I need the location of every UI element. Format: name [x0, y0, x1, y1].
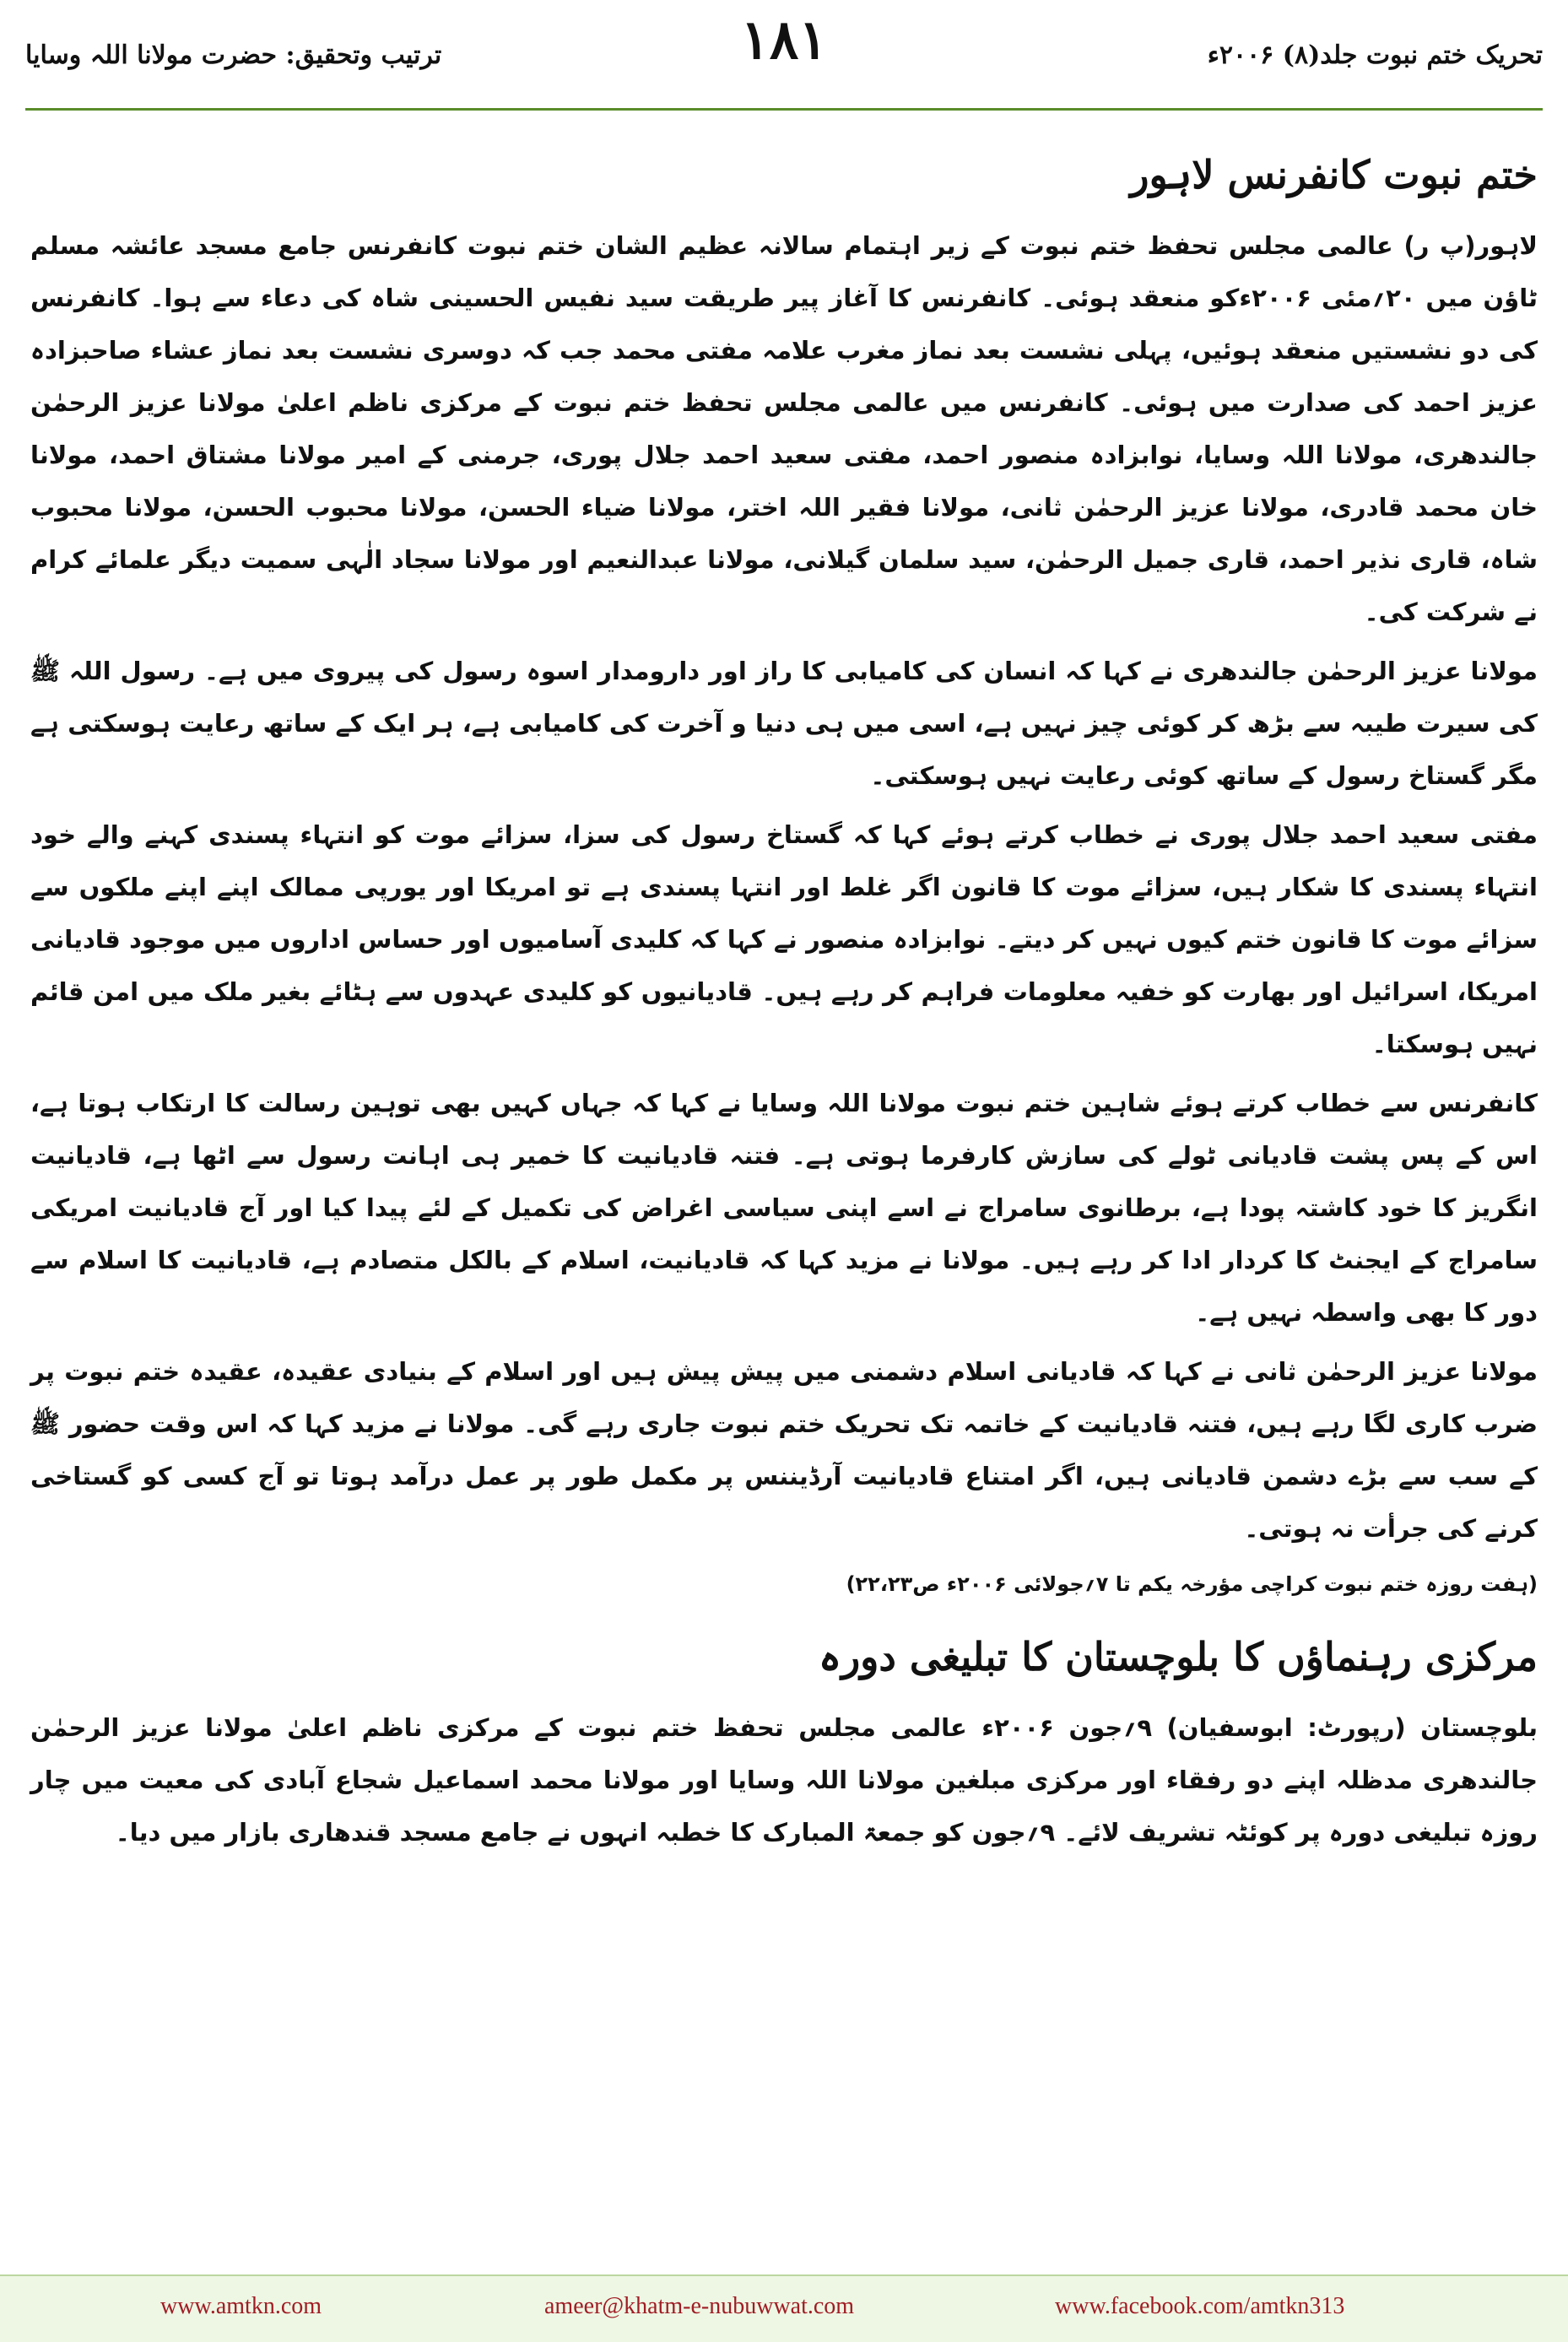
- header-journal-title: تحریک ختم نبوت جلد(۸) ۲۰۰۶ء: [1207, 41, 1543, 70]
- page-header: [0, 0, 1568, 127]
- header-divider: [25, 108, 1543, 111]
- header-compiler: ترتیب وتحقیق: حضرت مولانا اللہ وسایا: [25, 41, 442, 70]
- article-paragraph: بلوچستان (رپورٹ: ابوسفیان) ۹؍جون ۲۰۰۶ء عالمی مجلس تحفظ ختم نبوت کے مرکزی ناظم اعلیٰ مولانا عزیز الرحمٰن جالندھری مدظلہ اپنے دو رفقاء اور مرکزی مبلغین مولانا اللہ وسایا اور مولانا محمد اسماعیل شجاع آبادی کی معیت میں چار روزہ تبلیغی دورہ پر کوئٹہ تشریف لائے۔ ۹؍جون کو جمعۃ المبارک کا خطبہ انہوں نے جامع مسجد قندھاری بازار میں دیا۔: [30, 1713, 1538, 1847]
- footer-facebook-link[interactable]: www.facebook.com/amtkn313: [1055, 2293, 1345, 2319]
- article-paragraph: مولانا عزیز الرحمٰن جالندھری نے کہا کہ انسان کی کامیابی کا راز اور دارومدار اسوہ رسول کی پیروی میں ہے۔ رسول اللہ ﷺ کی سیرت طیبہ سے بڑھ کر کوئی چیز نہیں ہے، اسی میں ہی دنیا و آخرت کی کامیابی ہے، ہر ایک کے ساتھ رعایت ہوسکتی ہے مگر گستاخ رسول کے ساتھ کوئی رعایت نہیں ہوسکتی۔: [30, 657, 1538, 790]
- article-heading: ختم نبوت کانفرنس لاہور: [1130, 152, 1538, 197]
- article-heading: مرکزی رہنماؤں کا بلوچستان کا تبلیغی دورہ: [818, 1634, 1538, 1679]
- article-paragraph: مولانا عزیز الرحمٰن ثانی نے کہا کہ قادیانی اسلام دشمنی میں پیش پیش ہیں اور اسلام کے بنیادی عقیدہ، عقیدہ ختم نبوت پر ضرب کاری لگا رہے ہیں، فتنہ قادیانیت کے خاتمہ تک تحریک ختم نبوت جاری رہے گی۔ مولانا نے مزید کہا کہ اس وقت حضور ﷺ کے سب سے بڑے دشمن قادیانی ہیں، اگر امتناع قادیانیت آرڈیننس پر مکمل طور پر عمل درآمد ہوتا تو آج کسی کو گستاخی کرنے کی جرأت نہ ہوتی۔: [30, 1357, 1538, 1543]
- page-footer: [0, 2274, 1568, 2342]
- article-source-citation: (ہفت روزہ ختم نبوت کراچی مؤرخہ یکم تا ۷؍جولائی ۲۰۰۶ء ص۲۲،۲۳): [846, 1572, 1538, 1596]
- footer-website-link[interactable]: www.amtkn.com: [160, 2293, 322, 2319]
- article-paragraph: مفتی سعید احمد جلال پوری نے خطاب کرتے ہوئے کہا کہ گستاخ رسول کی سزا، سزائے موت کو انتہاء پسندی کہنے والے خود انتہاء پسندی کا شکار ہیں، سزائے موت کا قانون اگر غلط اور انتہا پسندی ہے تو امریکا اور یورپی ممالک اپنے اپنے ملکوں سے سزائے موت کا قانون ختم کیوں نہیں کر دیتے۔ نوابزادہ منصور نے کہا کہ کلیدی آسامیوں اور حساس اداروں میں موجود قادیانی امریکا، اسرائیل اور بھارت کو خفیہ معلومات فراہم کر رہے ہیں۔ قادیانیوں کو کلیدی عہدوں سے ہٹائے بغیر ملک میں امن قائم نہیں ہوسکتا۔: [30, 820, 1538, 1058]
- page-content: [30, 127, 1538, 2215]
- article-balochistan-tour: [30, 1627, 1538, 1858]
- article-lahore-conference: [30, 145, 1538, 1605]
- article-paragraph: کانفرنس سے خطاب کرتے ہوئے شاہین ختم نبوت مولانا اللہ وسایا نے کہا کہ جہاں کہیں بھی توہین رسالت کا ارتکاب ہوتا ہے، اس کے پس پشت قادیانی ٹولے کی سازش کارفرما ہوتی ہے۔ فتنہ قادیانیت کا خمیر ہی اہانت رسول سے اٹھا ہے، قادیانیت انگریز کا خود کاشتہ پودا ہے، برطانوی سامراج نے اسے اپنی سیاسی اغراض کی تکمیل کے لئے پیدا کیا اور آج قادیانیت امریکی سامراج کے ایجنٹ کا کردار ادا کر رہے ہیں۔ مولانا نے مزید کہا کہ قادیانیت، اسلام کے بالکل متصادم ہے، قادیانیت کا اسلام سے دور کا بھی واسطہ نہیں ہے۔: [30, 1089, 1538, 1327]
- article-paragraph: لاہور(پ ر) عالمی مجلس تحفظ ختم نبوت کے زیر اہتمام سالانہ عظیم الشان ختم نبوت کانفرنس جامع مسجد عائشہ مسلم ٹاؤن میں ۲۰؍مئی ۲۰۰۶ءکو منعقد ہوئی۔ کانفرنس کا آغاز پیر طریقت سید نفیس الحسینی شاہ کی دعاء سے ہوا۔ کانفرنس کی دو نشستیں منعقد ہوئیں، پہلی نشست بعد نماز مغرب علامہ مفتی محمد جب کہ دوسری نشست بعد نماز عشاء صاحبزادہ عزیز احمد کی صدارت میں ہوئی۔ کانفرنس میں عالمی مجلس تحفظ ختم نبوت کے مرکزی ناظم اعلیٰ مولانا عزیز الرحمٰن جالندھری، مولانا اللہ وسایا، نوابزادہ منصور احمد، مفتی سعید احمد جلال پوری، جرمنی کے امیر مولانا مشتاق احمد، مولانا خان محمد قادری، مولانا عزیز الرحمٰن ثانی، مولانا فقیر اللہ اختر، مولانا ضیاء الحسن، مولانا محبوب الحسن، مولانا محبوب شاہ، قاری نذیر احمد، قاری جمیل الرحمٰن، سید سلمان گیلانی، مولانا عبدالنعیم اور مولانا سجاد الٰہی سمیت دیگر علمائے کرام نے شرکت کی۔: [30, 231, 1538, 626]
- footer-email-link[interactable]: ameer@khatm-e-nubuwwat.com: [544, 2293, 855, 2319]
- page-number: ۱۸۱: [740, 8, 828, 72]
